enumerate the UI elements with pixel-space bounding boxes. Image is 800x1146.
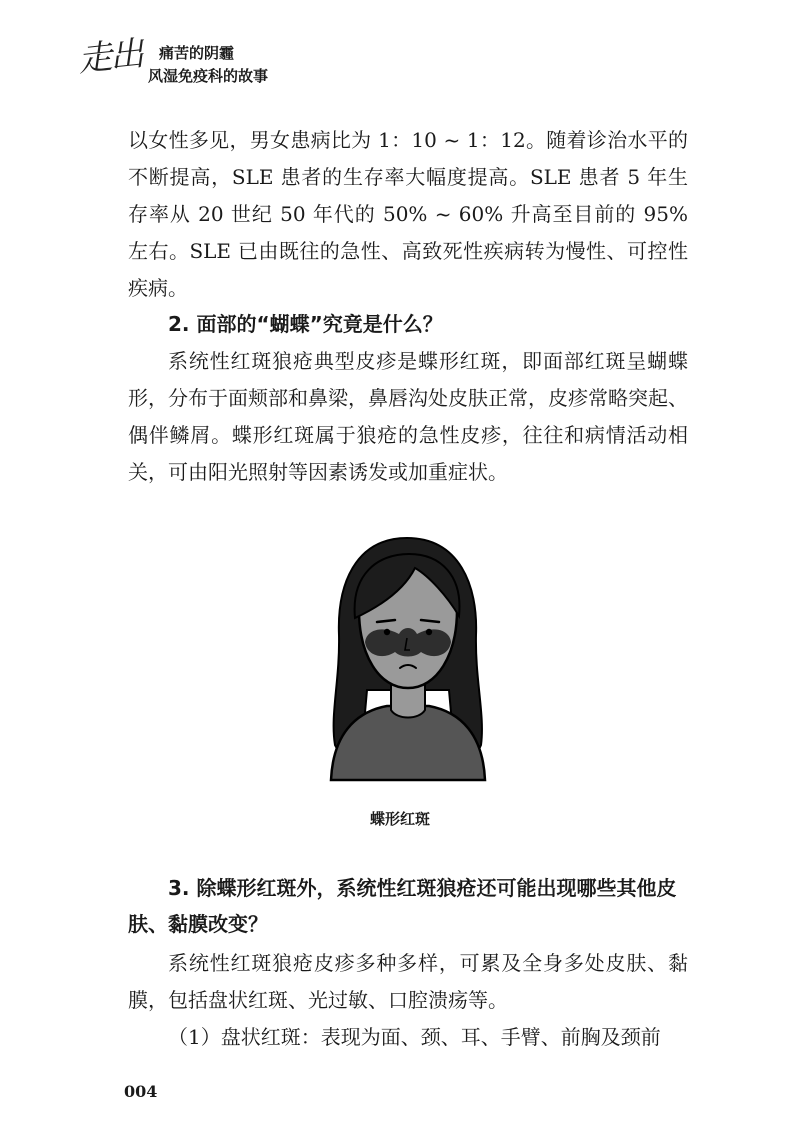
illustration-svg bbox=[325, 530, 490, 785]
butterfly-rash-illustration bbox=[325, 530, 490, 785]
header-title-line1: 痛苦的阴霾 bbox=[159, 44, 235, 62]
header-title-line2: 风湿免疫科的故事 bbox=[148, 67, 269, 85]
page-number: 004 bbox=[124, 1082, 158, 1101]
paragraph-4: （1）盘状红斑：表现为面、颈、耳、手臂、前胸及颈前 bbox=[168, 1025, 661, 1049]
paragraph-1: 以女性多见，男女患病比为 1：10 ~ 1：12。随着诊治水平的不断提高，SLE 患者的生存率大幅度提高。SLE 患者 5 年生存率从 20 世纪 50 年代的 50% ~ 60% 升高至目前的 95% 左右。SLE 已由既往的急性、高致死性疾病转为慢性、可控性疾病。 bbox=[128, 128, 688, 300]
paragraph-2: 系统性红斑狼疮典型皮疹是蝶形红斑，即面部红斑呈蝴蝶形，分布于面颊部和鼻梁，鼻唇沟处皮肤正常，皮疹常略突起、偶伴鳞屑。蝶形红斑属于狼疮的急性皮疹，往往和病情活动相关，可由阳光照射等因素诱发或加重症状。 bbox=[128, 349, 688, 484]
header-script-title: 走出 bbox=[76, 33, 144, 81]
figure-caption: 蝶形红斑 bbox=[369, 810, 430, 828]
running-header bbox=[72, 30, 472, 94]
section-heading-3: 3. 除蝶形红斑外，系统性红斑狼疮还可能出现哪些其他皮肤、黏膜改变？ bbox=[128, 876, 677, 936]
section-heading-2: 2. 面部的“蝴蝶”究竟是什么？ bbox=[168, 312, 443, 336]
paragraph-3: 系统性红斑狼疮皮疹多种多样，可累及全身多处皮肤、黏膜，包括盘状红斑、光过敏、口腔溃疡等。 bbox=[128, 951, 688, 1012]
